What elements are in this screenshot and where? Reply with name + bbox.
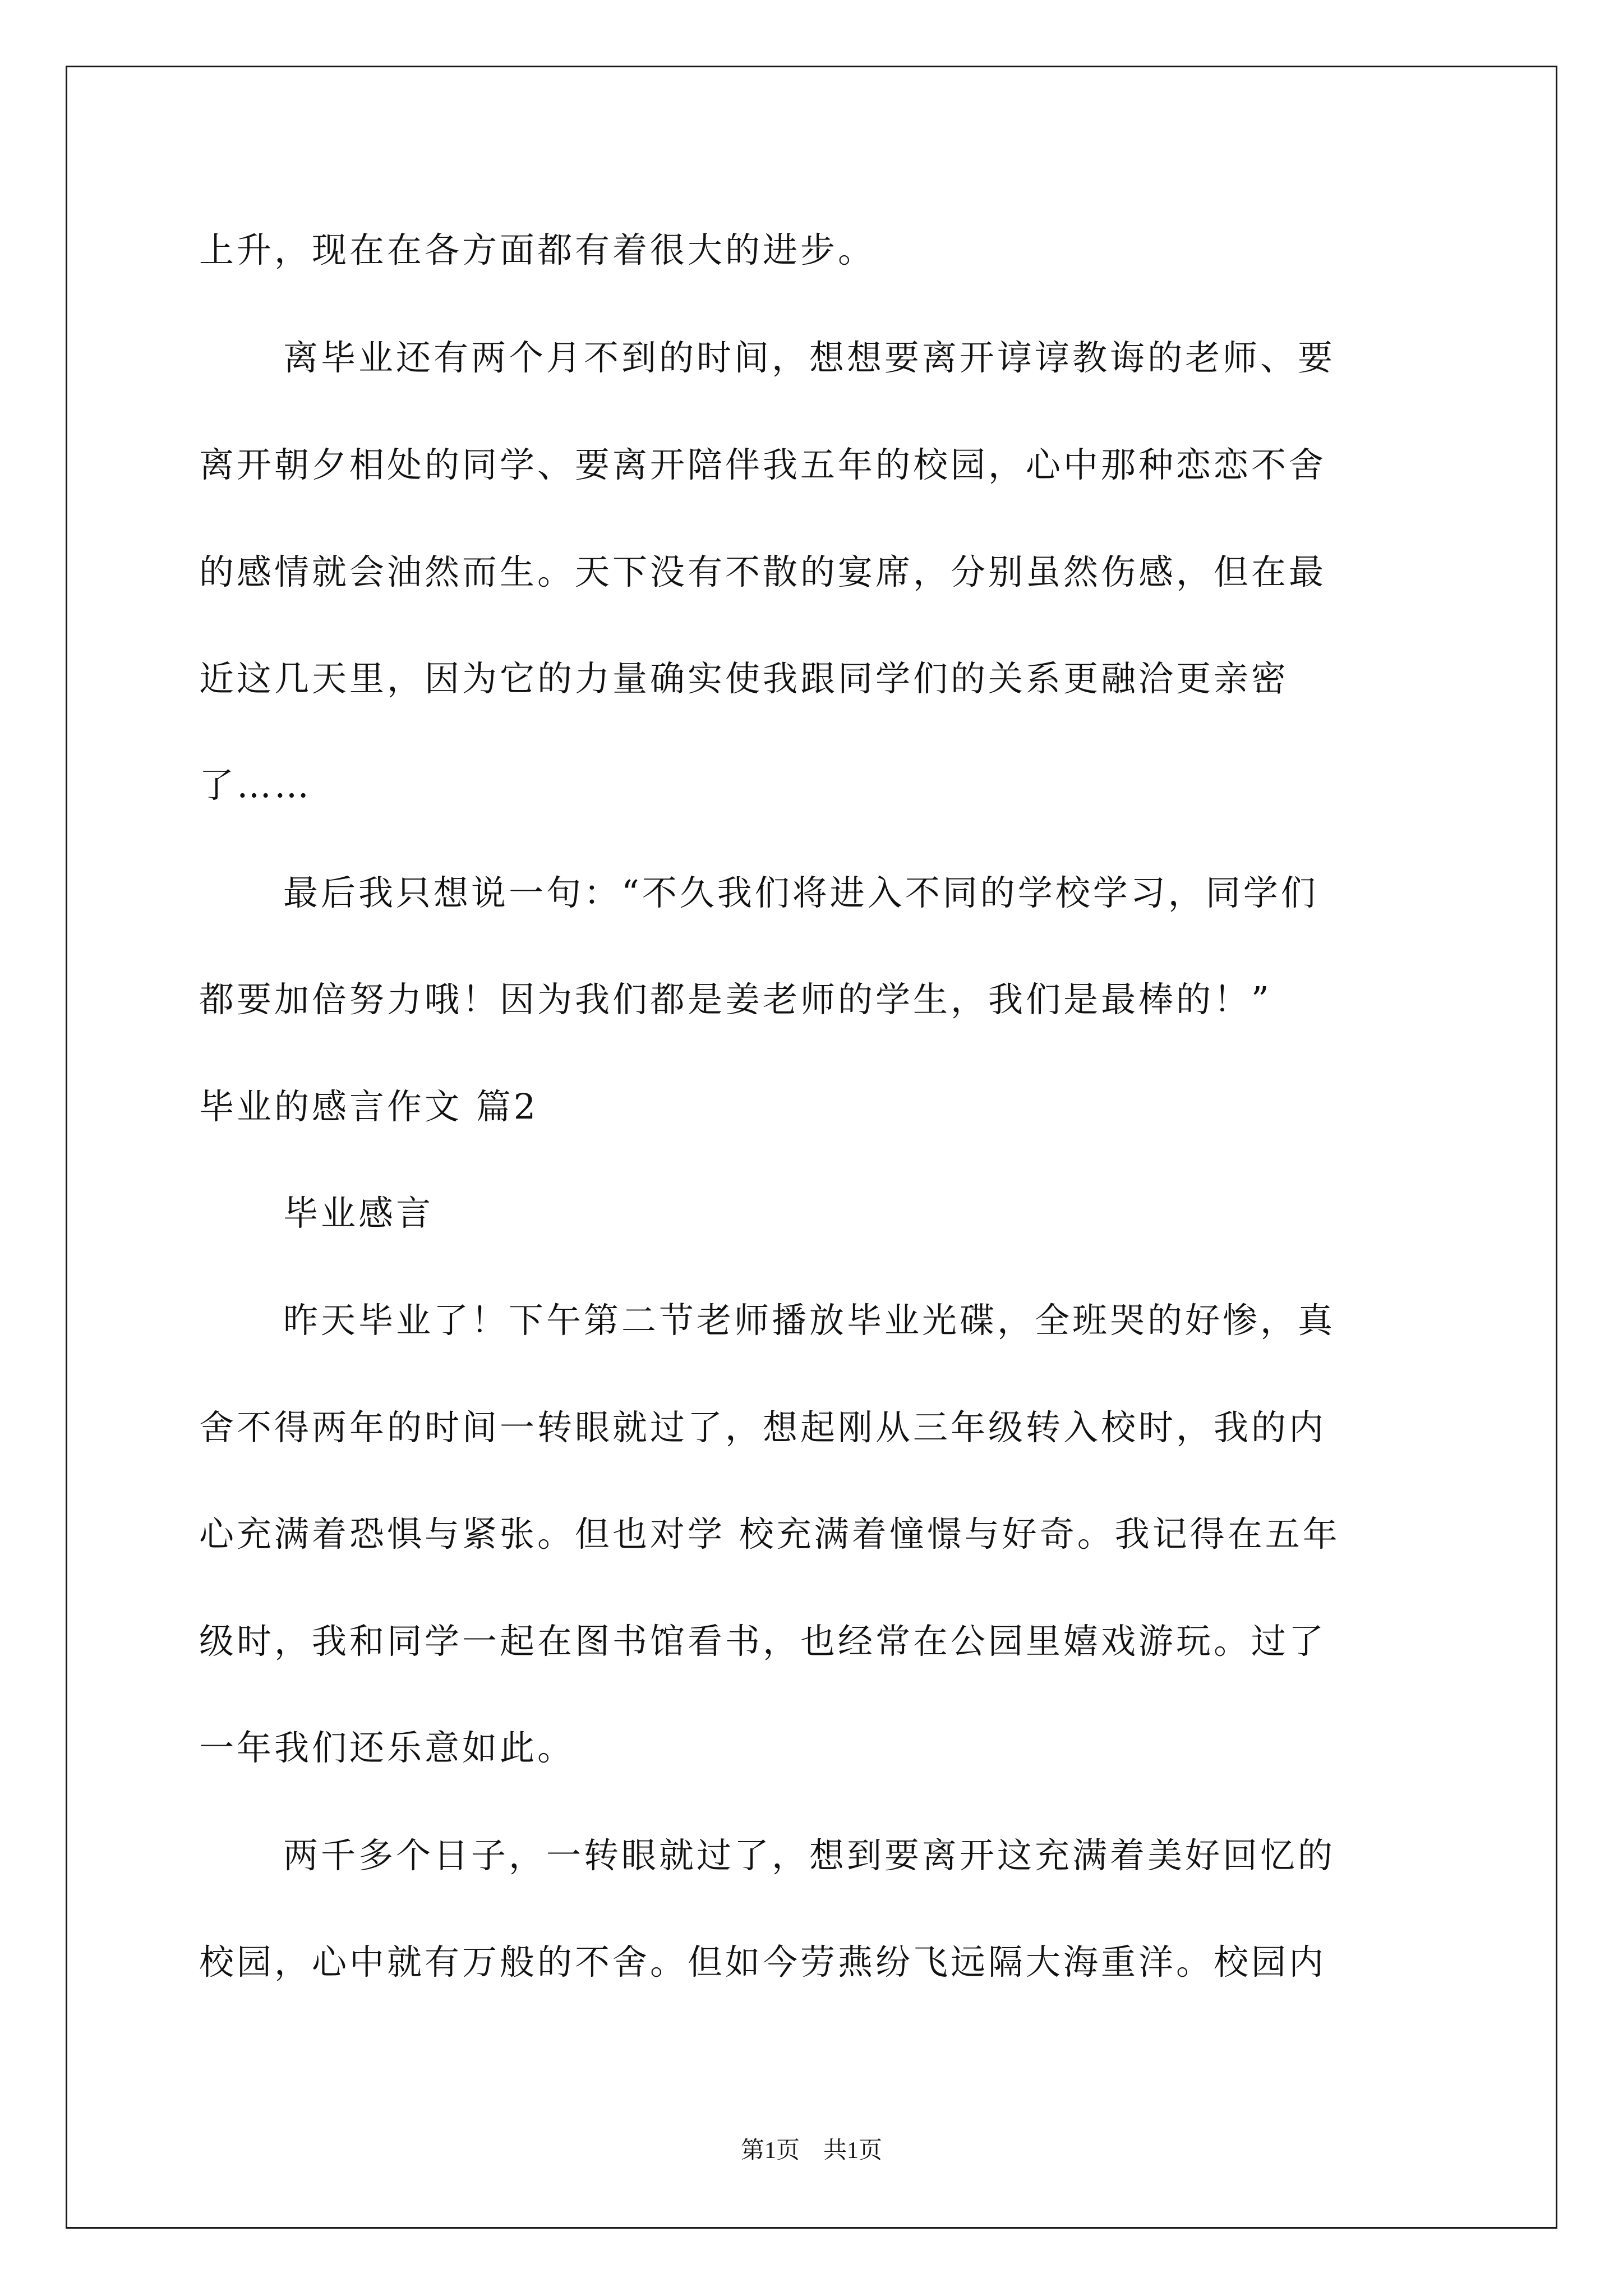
- text-line: 了……: [199, 765, 312, 806]
- text-line: 两千多个日子，一转眼就过了，想到要离开这充满着美好回忆的: [283, 1835, 1336, 1876]
- page-border: [66, 66, 1557, 2229]
- section-heading: 毕业的感言作文 篇2: [199, 1086, 539, 1127]
- text-line: 校园，心中就有万般的不舍。但如今劳燕纷飞远隔大海重洋。校园内: [199, 1941, 1327, 1982]
- text-line: 级时，我和同学一起在图书馆看书，也经常在公园里嬉戏游玩。过了: [199, 1621, 1327, 1662]
- text-line: 离开朝夕相处的同学、要离开陪伴我五年的校园，心中那种恋恋不舍: [199, 444, 1327, 485]
- text-line: 舍不得两年的时间一转眼就过了，想起刚从三年级转入校时，我的内: [199, 1407, 1327, 1448]
- article-title: 毕业感言: [283, 1193, 434, 1234]
- text-line: 的感情就会油然而生。天下没有不散的宴席，分别虽然伤感，但在最: [199, 551, 1327, 592]
- text-line: 近这几天里，因为它的力量确实使我跟同学们的关系更融洽更亲密: [199, 658, 1289, 699]
- text-line: 最后我只想说一句：“不久我们将进入不同的学校学习，同学们: [283, 872, 1318, 913]
- text-line: 都要加倍努力哦！因为我们都是姜老师的学生，我们是最棒的！”: [199, 979, 1272, 1020]
- text-line: 上升，现在在各方面都有着很大的进步。: [199, 229, 876, 270]
- text-line: 离毕业还有两个月不到的时间，想想要离开谆谆教诲的老师、要: [283, 337, 1336, 378]
- text-line: 心充满着恐惧与紧张。但也对学 校充满着憧憬与好奇。我记得在五年: [199, 1513, 1340, 1554]
- text-line: 一年我们还乐意如此。: [199, 1727, 575, 1768]
- page-footer: 第1页 共1页: [740, 2138, 882, 2164]
- text-line: 昨天毕业了！下午第二节老师播放毕业光碟，全班哭的好惨，真: [283, 1300, 1336, 1341]
